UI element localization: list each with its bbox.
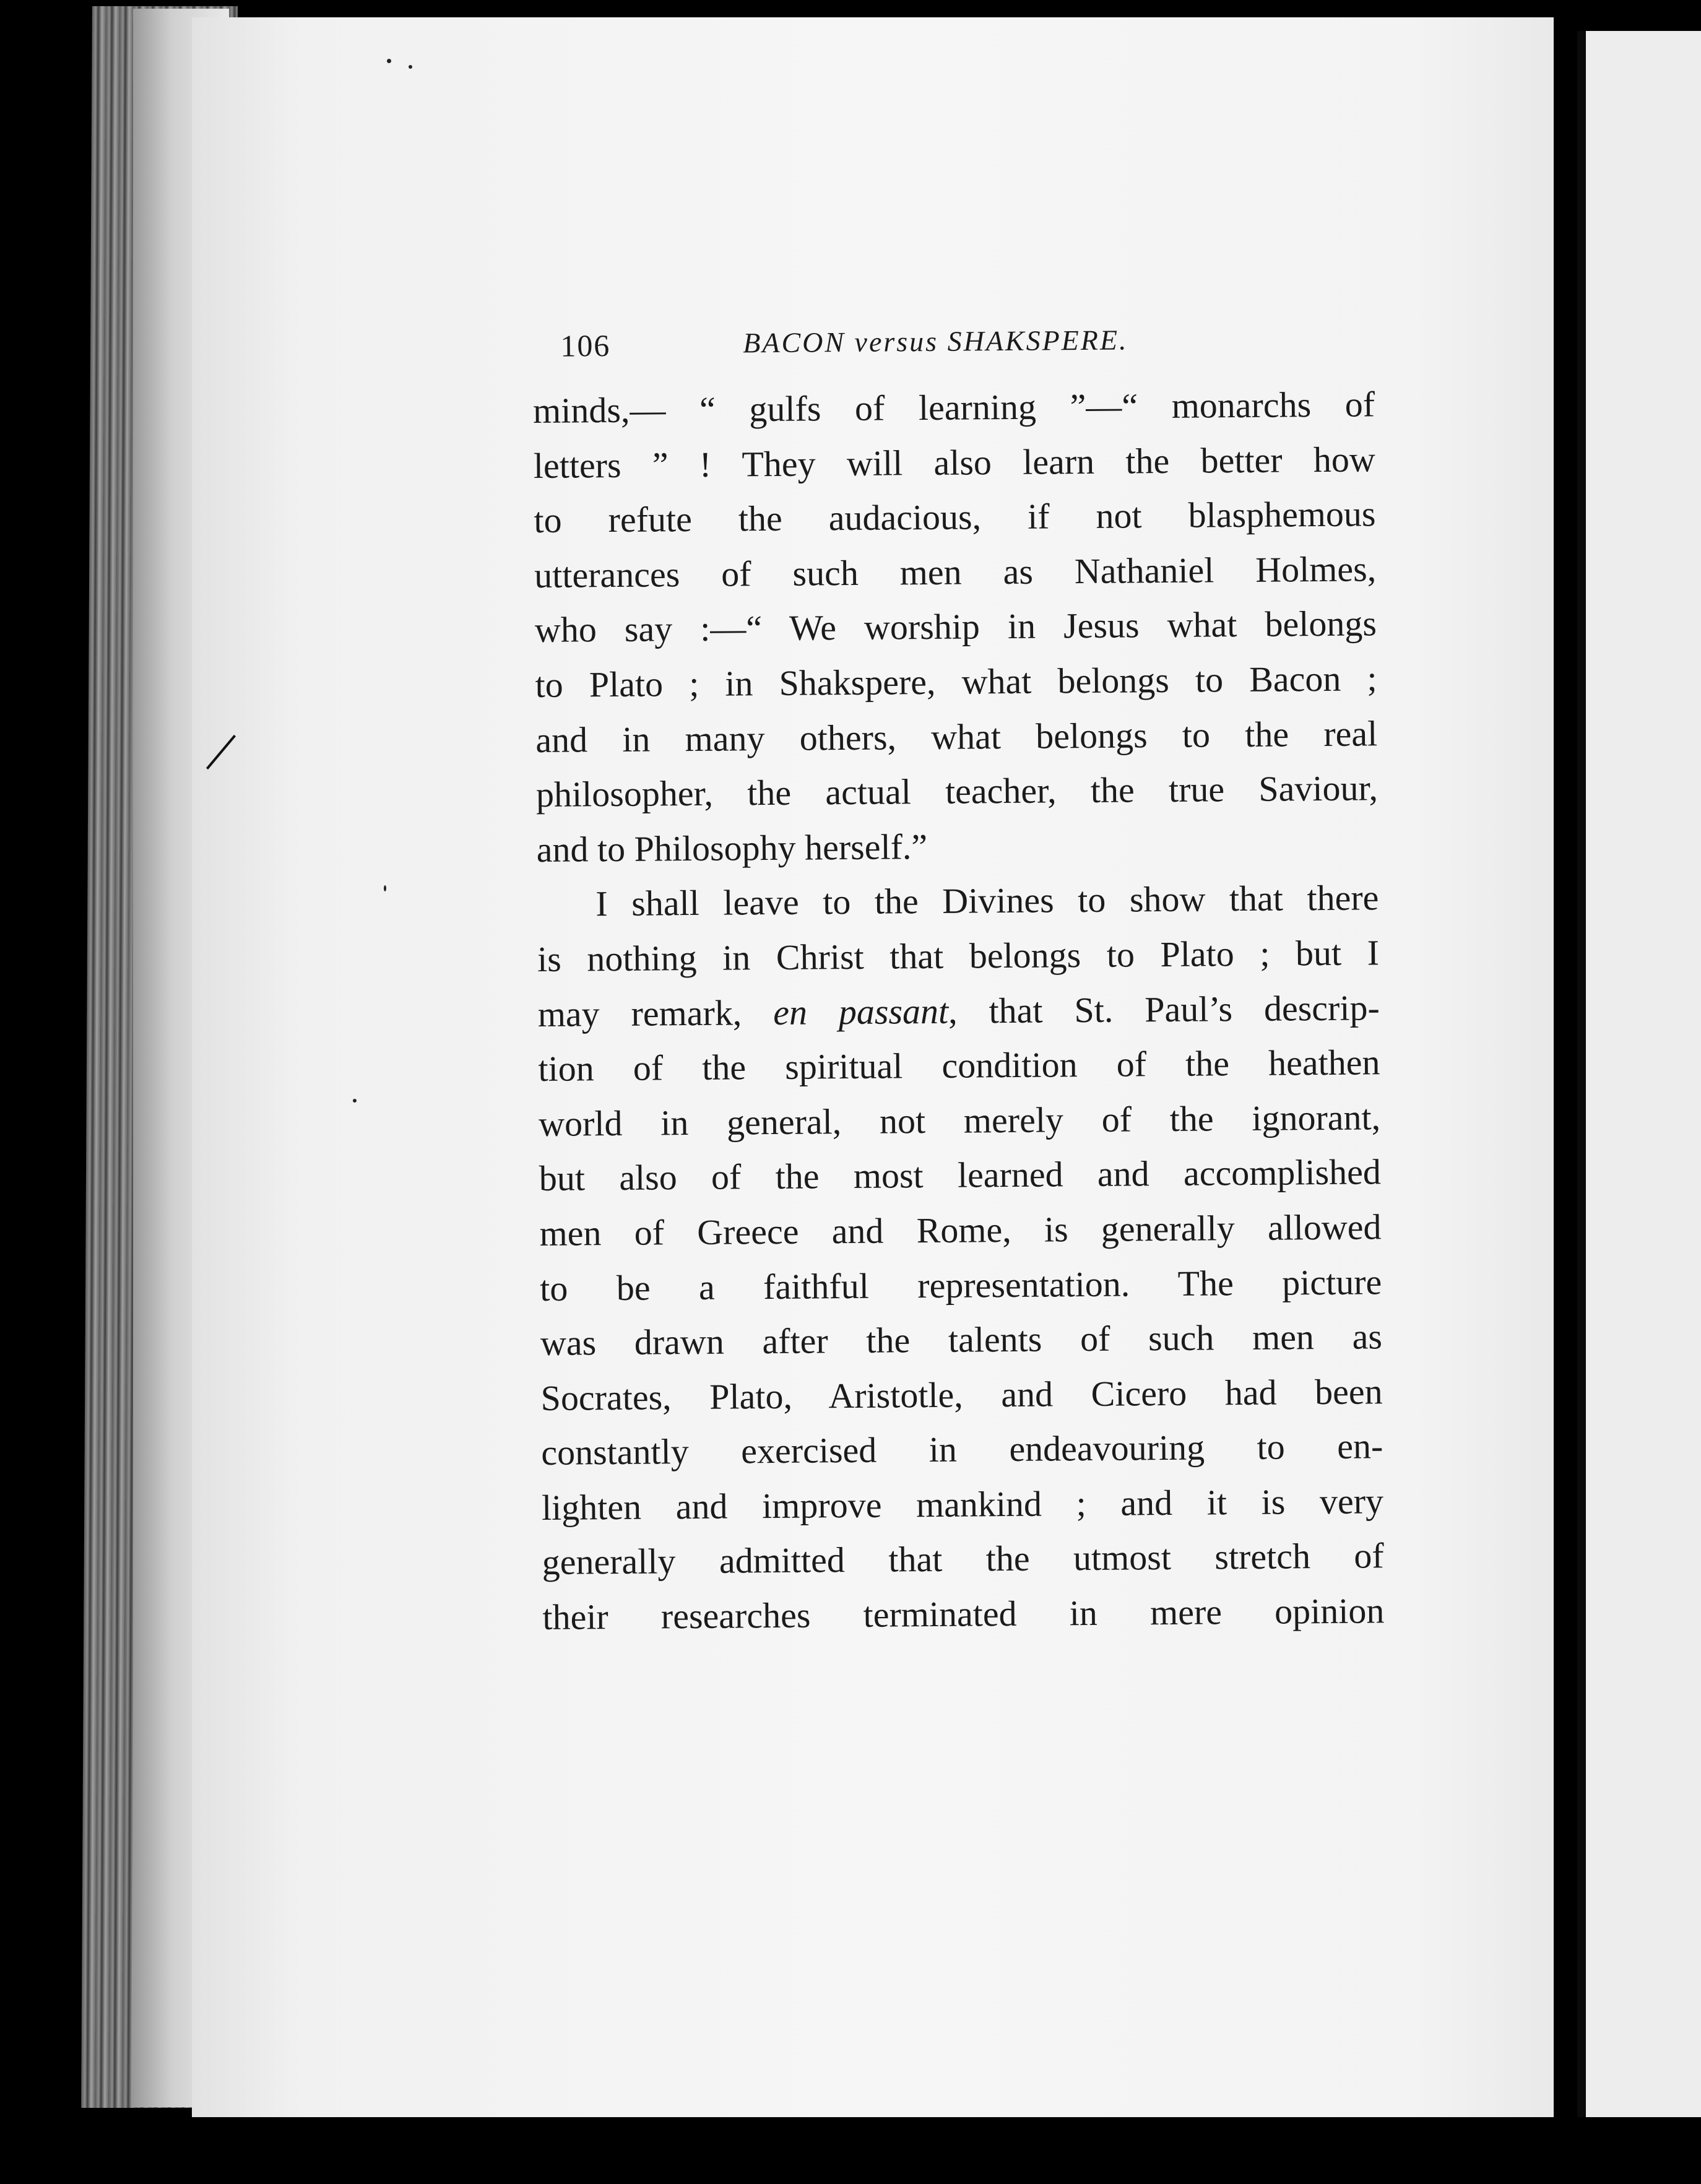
- dust-speck: [387, 59, 391, 63]
- text-line: letters ” ! They will also learn the better how: [533, 438, 1376, 486]
- text-line: lighten and improve mankind ; and it is very: [541, 1481, 1384, 1528]
- text-line: their researches terminated in mere opinion: [542, 1590, 1385, 1637]
- running-head: [532, 315, 1375, 384]
- text-line: to refute the audacious, if not blasphemous: [534, 493, 1376, 541]
- dust-speck: [409, 65, 412, 69]
- text-line: men of Greece and Rome, is generally allowed: [539, 1207, 1382, 1254]
- text-line: and to Philosophy herself.”: [536, 826, 928, 870]
- text-line: but also of the most learned and accomplished: [539, 1151, 1382, 1199]
- page-text-block: [532, 315, 1385, 1645]
- text-line: utterances of such men as Nathaniel Holmes,: [534, 548, 1377, 596]
- italic-phrase: en passant: [773, 990, 949, 1033]
- body-text: [533, 377, 1385, 1645]
- text-line: to be a faithful representation. The picture: [540, 1261, 1382, 1309]
- text-line: and in many others, what belongs to the real: [535, 713, 1378, 760]
- running-title: BACON versus SHAKSPERE.: [743, 324, 1128, 359]
- text-line: generally admitted that the utmost stretch of: [542, 1535, 1384, 1583]
- dust-speck: [384, 885, 386, 891]
- text-line: I shall leave to the Divines to show that there: [595, 877, 1379, 924]
- text-line: to Plato ; in Shakspere, what belongs to Bacon ;: [535, 658, 1377, 705]
- text-line: who say :—“ We worship in Jesus what belongs: [534, 603, 1377, 651]
- facing-page-edge: [1577, 31, 1701, 2117]
- text-line: is nothing in Christ that belongs to Plato ; but I: [537, 932, 1380, 979]
- dust-speck: [353, 1099, 357, 1103]
- text-line: constantly exercised in endeavouring to en-: [541, 1426, 1383, 1473]
- text-line: philosopher, the actual teacher, the true Saviour,: [535, 768, 1379, 815]
- text-line: Socrates, Plato, Aristotle, and Cicero had been: [540, 1371, 1383, 1418]
- text-segment: may remark,: [537, 992, 774, 1034]
- text-segment: , that St. Paul’s descrip-: [948, 987, 1380, 1031]
- text-line: tion of the spiritual condition of the heathen: [538, 1042, 1380, 1090]
- text-line-with-italic: [537, 981, 1380, 1042]
- page-number: 106: [560, 328, 611, 363]
- text-line: minds,— “ gulfs of learning ”—“ monarchs of: [532, 384, 1375, 431]
- text-line: was drawn after the talents of such men as: [540, 1316, 1383, 1364]
- text-line: world in general, not merely of the ignorant,: [538, 1096, 1381, 1144]
